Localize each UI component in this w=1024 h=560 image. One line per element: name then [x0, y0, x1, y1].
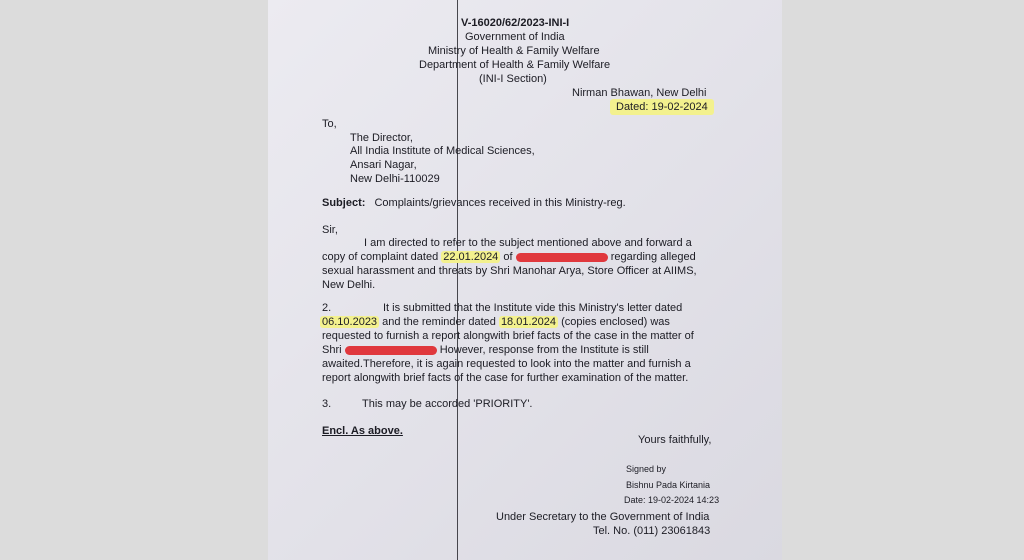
para2-number: 2. — [322, 302, 332, 314]
para2-copies-text: (copies enclosed) was — [561, 316, 670, 328]
para1-regarding: regarding alleged — [610, 251, 696, 263]
letter-date: 06.10.2023 — [322, 316, 378, 328]
para2-line-4 — [322, 343, 649, 357]
para2-shri: Shri — [322, 344, 342, 356]
para2-reminder-text: and the reminder dated — [382, 316, 496, 328]
header-department: Department of Health & Family Welfare — [419, 59, 611, 71]
para1-of: of — [503, 251, 513, 263]
subject-line — [322, 196, 626, 210]
page-fold-line — [457, 0, 458, 560]
addressee-line-3: Ansari Nagar, — [350, 159, 417, 171]
para1-line-2 — [322, 250, 696, 264]
reference-number: V-16020/62/2023-INI-I — [461, 17, 570, 29]
para1-line-3: sexual harassment and threats by Shri Manohar Arya, Store Officer at AIIMS, — [322, 265, 697, 277]
para2-response-text: However, response from the Institute is still — [439, 344, 649, 356]
header-section: (INI-I Section) — [479, 73, 547, 85]
para3-text: This may be accorded 'PRIORITY'. — [362, 398, 533, 410]
para2-line-5: awaited.Therefore, it is again requested to look into the matter and furnish a — [322, 358, 691, 370]
para1-line-1: I am directed to refer to the subject mentioned above and forward a — [364, 237, 692, 249]
subject-label: Subject: — [322, 197, 366, 209]
signatory-name: Bishnu Pada Kirtania — [626, 480, 711, 490]
para1-line-4: New Delhi. — [322, 279, 376, 291]
para1-text: copy of complaint dated — [322, 251, 439, 263]
closing: Yours faithfully, — [638, 434, 712, 446]
para3-number: 3. — [322, 398, 332, 410]
redacted-officer-name — [345, 346, 437, 355]
header-ministry: Ministry of Health & Family Welfare — [428, 45, 600, 57]
para2-line-3: requested to furnish a report alongwith brief facts of the case in the matter of — [322, 330, 694, 342]
signatory-designation: Under Secretary to the Government of India — [496, 511, 710, 523]
addressee-line-4: New Delhi-110029 — [350, 173, 440, 185]
signature-date: Date: 19-02-2024 14:23 — [624, 495, 720, 505]
redacted-complainant-name — [516, 253, 608, 262]
signed-by-label: Signed by — [626, 464, 667, 474]
header-place: Nirman Bhawan, New Delhi — [572, 87, 707, 99]
complaint-date: 22.01.2024 — [443, 251, 499, 263]
para2-line-2 — [320, 315, 670, 329]
enclosure-note: Encl. As above. — [322, 425, 403, 437]
letter-page — [268, 0, 782, 560]
to-label: To, — [322, 118, 337, 130]
addressee-line-2: All India Institute of Medical Sciences, — [350, 145, 535, 157]
subject-text: Complaints/grievances received in this Ministry-reg. — [374, 197, 626, 209]
signatory-telephone: Tel. No. (011) 23061843 — [593, 525, 711, 537]
para2-line-1: It is submitted that the Institute vide this Ministry's letter dated — [383, 302, 683, 314]
para2-line-6: report alongwith brief facts of the case for further examination of the matter. — [322, 372, 689, 384]
salutation: Sir, — [322, 224, 338, 236]
addressee-line-1: The Director, — [350, 132, 413, 144]
header-government: Government of India — [465, 31, 565, 43]
reminder-date: 18.01.2024 — [500, 316, 556, 328]
header-date: Dated: 19-02-2024 — [610, 99, 714, 115]
